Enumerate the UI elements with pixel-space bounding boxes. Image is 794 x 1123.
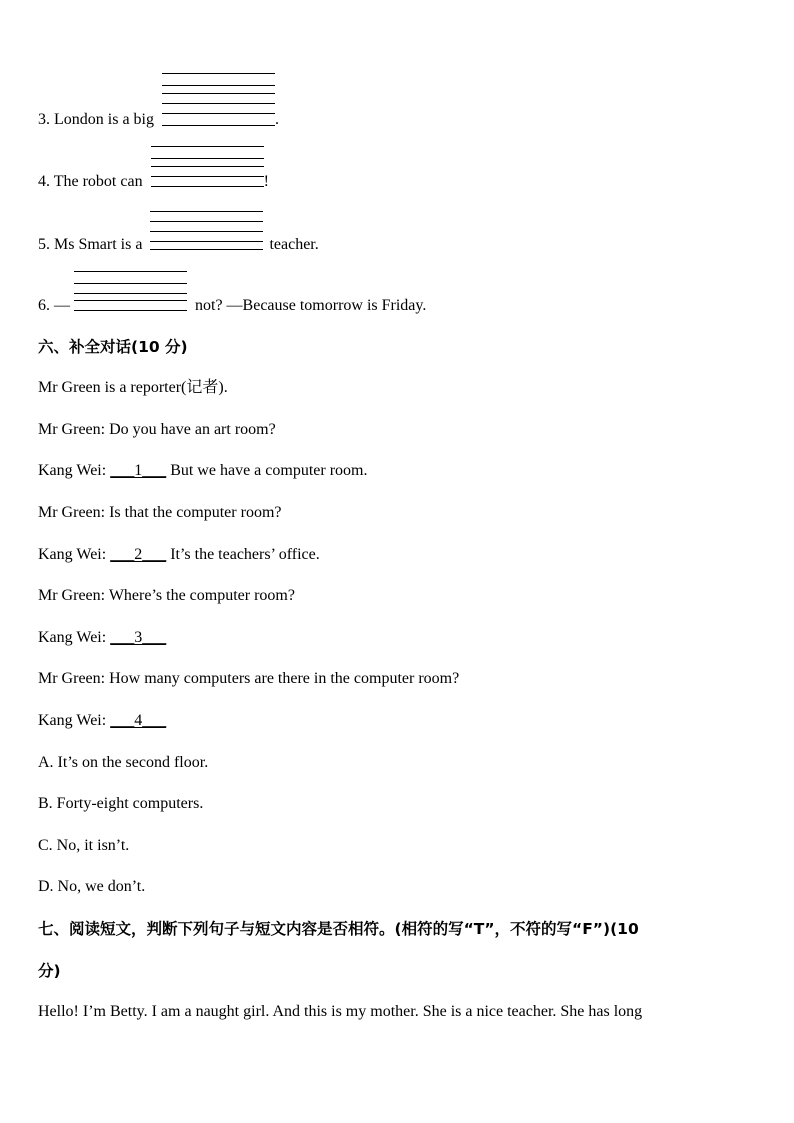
- dialog-line: [38, 420, 276, 440]
- speaker: Mr Green:: [38, 670, 106, 687]
- item-number: 6.: [38, 297, 50, 314]
- option-a: A. It’s on the second floor.: [38, 754, 209, 771]
- dialog-text: Is that the computer room?: [109, 504, 282, 521]
- item-text-after: .: [275, 111, 279, 128]
- answer-blank[interactable]: [151, 172, 264, 186]
- dialog-blank[interactable]: ___1___: [110, 462, 167, 479]
- item-number: 3.: [38, 111, 50, 128]
- fill-item-6: [38, 296, 426, 316]
- speaker: Kang Wei:: [38, 462, 107, 479]
- speaker: Kang Wei:: [38, 712, 107, 729]
- dialog-line: [38, 669, 459, 689]
- dialog-blank[interactable]: ___4___: [110, 712, 167, 729]
- answer-blank[interactable]: [162, 110, 275, 124]
- item-text-after: not? —Because tomorrow is Friday.: [195, 297, 427, 314]
- fill-item-4: [38, 172, 269, 192]
- answer-blank[interactable]: [150, 235, 263, 249]
- dialog-text: Do you have an art room?: [109, 421, 276, 438]
- dialog-blank[interactable]: ___3___: [110, 629, 167, 646]
- dialog-text: But we have a computer room.: [170, 462, 368, 479]
- speaker: Kang Wei:: [38, 629, 107, 646]
- dialog-intro: Mr Green is a reporter(记者).: [38, 379, 228, 396]
- speaker: Mr Green:: [38, 421, 106, 438]
- speaker: Mr Green:: [38, 587, 106, 604]
- dialog-line: [38, 711, 166, 731]
- dialog-blank[interactable]: ___2___: [110, 546, 167, 563]
- item-text-before: The robot can: [53, 173, 143, 190]
- dialog-line: [38, 628, 166, 648]
- dialog-text: It’s the teachers’ office.: [170, 546, 320, 563]
- fill-item-5: [38, 235, 319, 255]
- item-text-before: London is a big: [54, 111, 154, 128]
- speaker: Mr Green:: [38, 504, 106, 521]
- item-number: 5.: [38, 236, 50, 253]
- dialog-line: [38, 586, 295, 606]
- option-b: B. Forty-eight computers.: [38, 795, 204, 812]
- item-text-after: !: [263, 173, 269, 190]
- option-d: D. No, we don’t.: [38, 878, 146, 895]
- item-text-before: Ms Smart is a: [54, 236, 143, 253]
- dialog-text: Where’s the computer room?: [108, 587, 295, 604]
- section-7-heading-cont: 分): [38, 962, 61, 980]
- speaker: Kang Wei:: [38, 546, 107, 563]
- section-6-heading: 六、补全对话(10 分): [38, 338, 188, 356]
- reading-passage: Hello! I’m Betty. I am a naught girl. And this is my mother. She is a nice teacher. She has long: [38, 1003, 643, 1020]
- dialog-line: [38, 503, 281, 523]
- dialog-text: How many computers are there in the computer room?: [109, 670, 460, 687]
- dialog-line: [38, 545, 320, 565]
- item-text-after: teacher.: [269, 236, 319, 253]
- answer-blank[interactable]: [74, 296, 187, 310]
- fill-item-3: [38, 110, 279, 130]
- item-text-before: —: [54, 297, 70, 314]
- option-c: C. No, it isn’t.: [38, 837, 130, 854]
- dialog-line: [38, 461, 367, 481]
- section-7-heading: 七、阅读短文，判断下列句子与短文内容是否相符。(相符的写“T”，不符的写“F”)(10: [38, 920, 639, 938]
- item-number: 4.: [38, 173, 50, 190]
